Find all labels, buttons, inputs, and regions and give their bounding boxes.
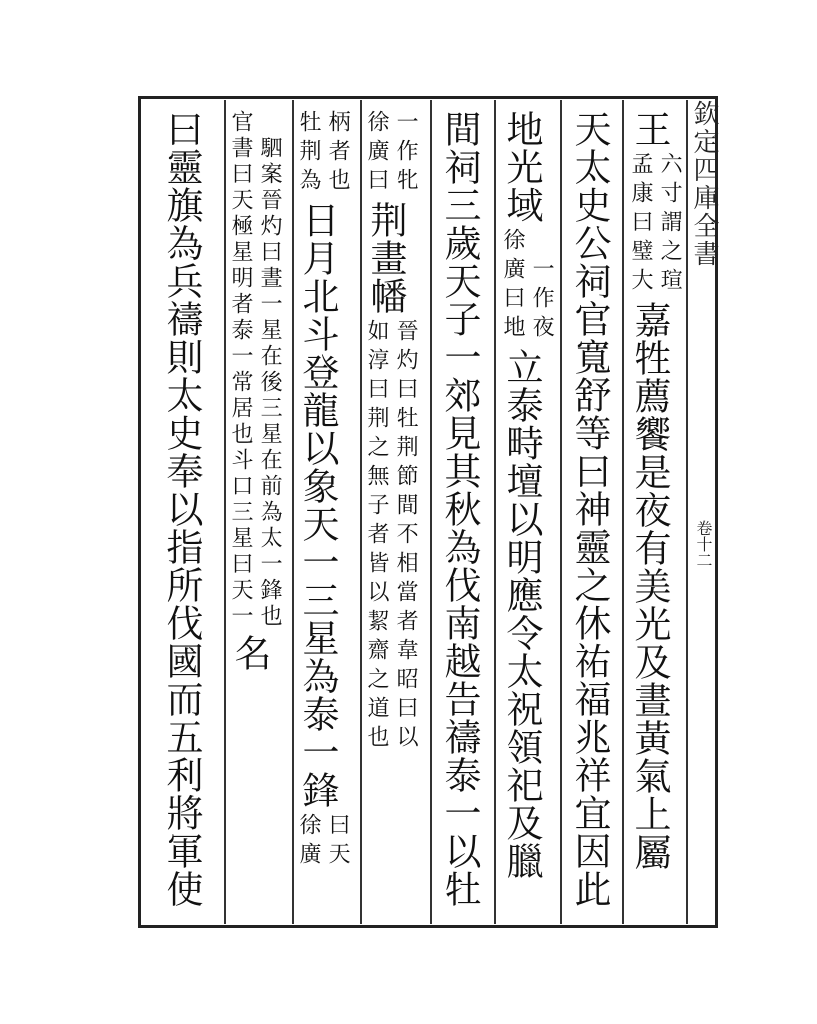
annotation: [228, 110, 281, 634]
annotation-line: 柄者也: [325, 110, 351, 197]
column-rule: [494, 100, 496, 924]
column-rule: [430, 100, 432, 924]
column-rule: [622, 100, 624, 924]
column-text: 地光域: [500, 110, 543, 224]
text-column-7: [228, 110, 290, 910]
annotation-line: 晉灼曰牡荆節間不相當者韋昭曰以: [393, 319, 419, 754]
text-column-4: [438, 110, 492, 910]
annotation: [364, 319, 417, 758]
annotation-line: 徐廣: [296, 813, 321, 871]
annotation-line: 一作夜: [529, 257, 555, 344]
column-rule: [360, 100, 362, 924]
margin-juan-label: 卷十二: [694, 520, 713, 568]
annotation-line: 曰天: [325, 813, 351, 871]
annotation: [364, 110, 417, 201]
annotation-line: 徐廣曰: [364, 110, 389, 197]
column-rule: [224, 100, 226, 924]
margin-header: 欽定四庫全書: [689, 100, 719, 268]
column-rule: [560, 100, 562, 924]
column-text: 天太史公祠官寬舒等曰神靈之休祐福兆祥宜因此: [568, 110, 611, 908]
column-text: 間祠三歲天子一郊見其秋為伐南越告禱泰一以牡: [438, 110, 481, 908]
column-text: 日月北斗登龍以象天一三星為泰一鋒: [296, 201, 339, 809]
annotation-line: 牡荆為: [296, 110, 321, 197]
text-column-1: [628, 110, 684, 910]
annotation-line: 一作牝: [393, 110, 419, 197]
column-rule: [292, 100, 294, 924]
text-column-2: [568, 110, 620, 910]
annotation-line: 徐廣曰地: [500, 228, 525, 344]
column-text: 嘉牲薦饗是夜有美光及晝黃氣上屬: [628, 301, 671, 871]
text-column-8: [160, 110, 220, 910]
annotation: [296, 110, 349, 201]
column-text: 荆畫幡: [364, 201, 407, 315]
column-text: 曰靈旗為兵禱則太史奉以指所伐國而五利將軍使: [160, 110, 203, 908]
annotation: [628, 152, 681, 301]
annotation-line: 駟案晉灼曰晝一星在後三星在前為太一鋒也: [257, 136, 283, 630]
annotation-line: 孟康曰璧大: [628, 152, 653, 297]
annotation-line: 官書曰天極星明者泰一常居也斗口三星曰天一: [228, 110, 253, 630]
annotation: [296, 813, 349, 875]
column-text: 王: [628, 110, 671, 148]
annotation-line: 六寸謂之瑄: [657, 152, 683, 297]
text-column-5: [364, 110, 428, 910]
margin-strip: [688, 100, 718, 924]
annotation: [500, 228, 553, 348]
text-column-3: [500, 110, 558, 910]
column-text: 名: [228, 634, 271, 672]
annotation-line: 如淳曰荆之無子者皆以絜齋之道也: [364, 319, 389, 754]
column-text: 立泰畤壇以明應令太祝領祀及臘: [500, 348, 543, 880]
text-column-6: [296, 110, 358, 910]
